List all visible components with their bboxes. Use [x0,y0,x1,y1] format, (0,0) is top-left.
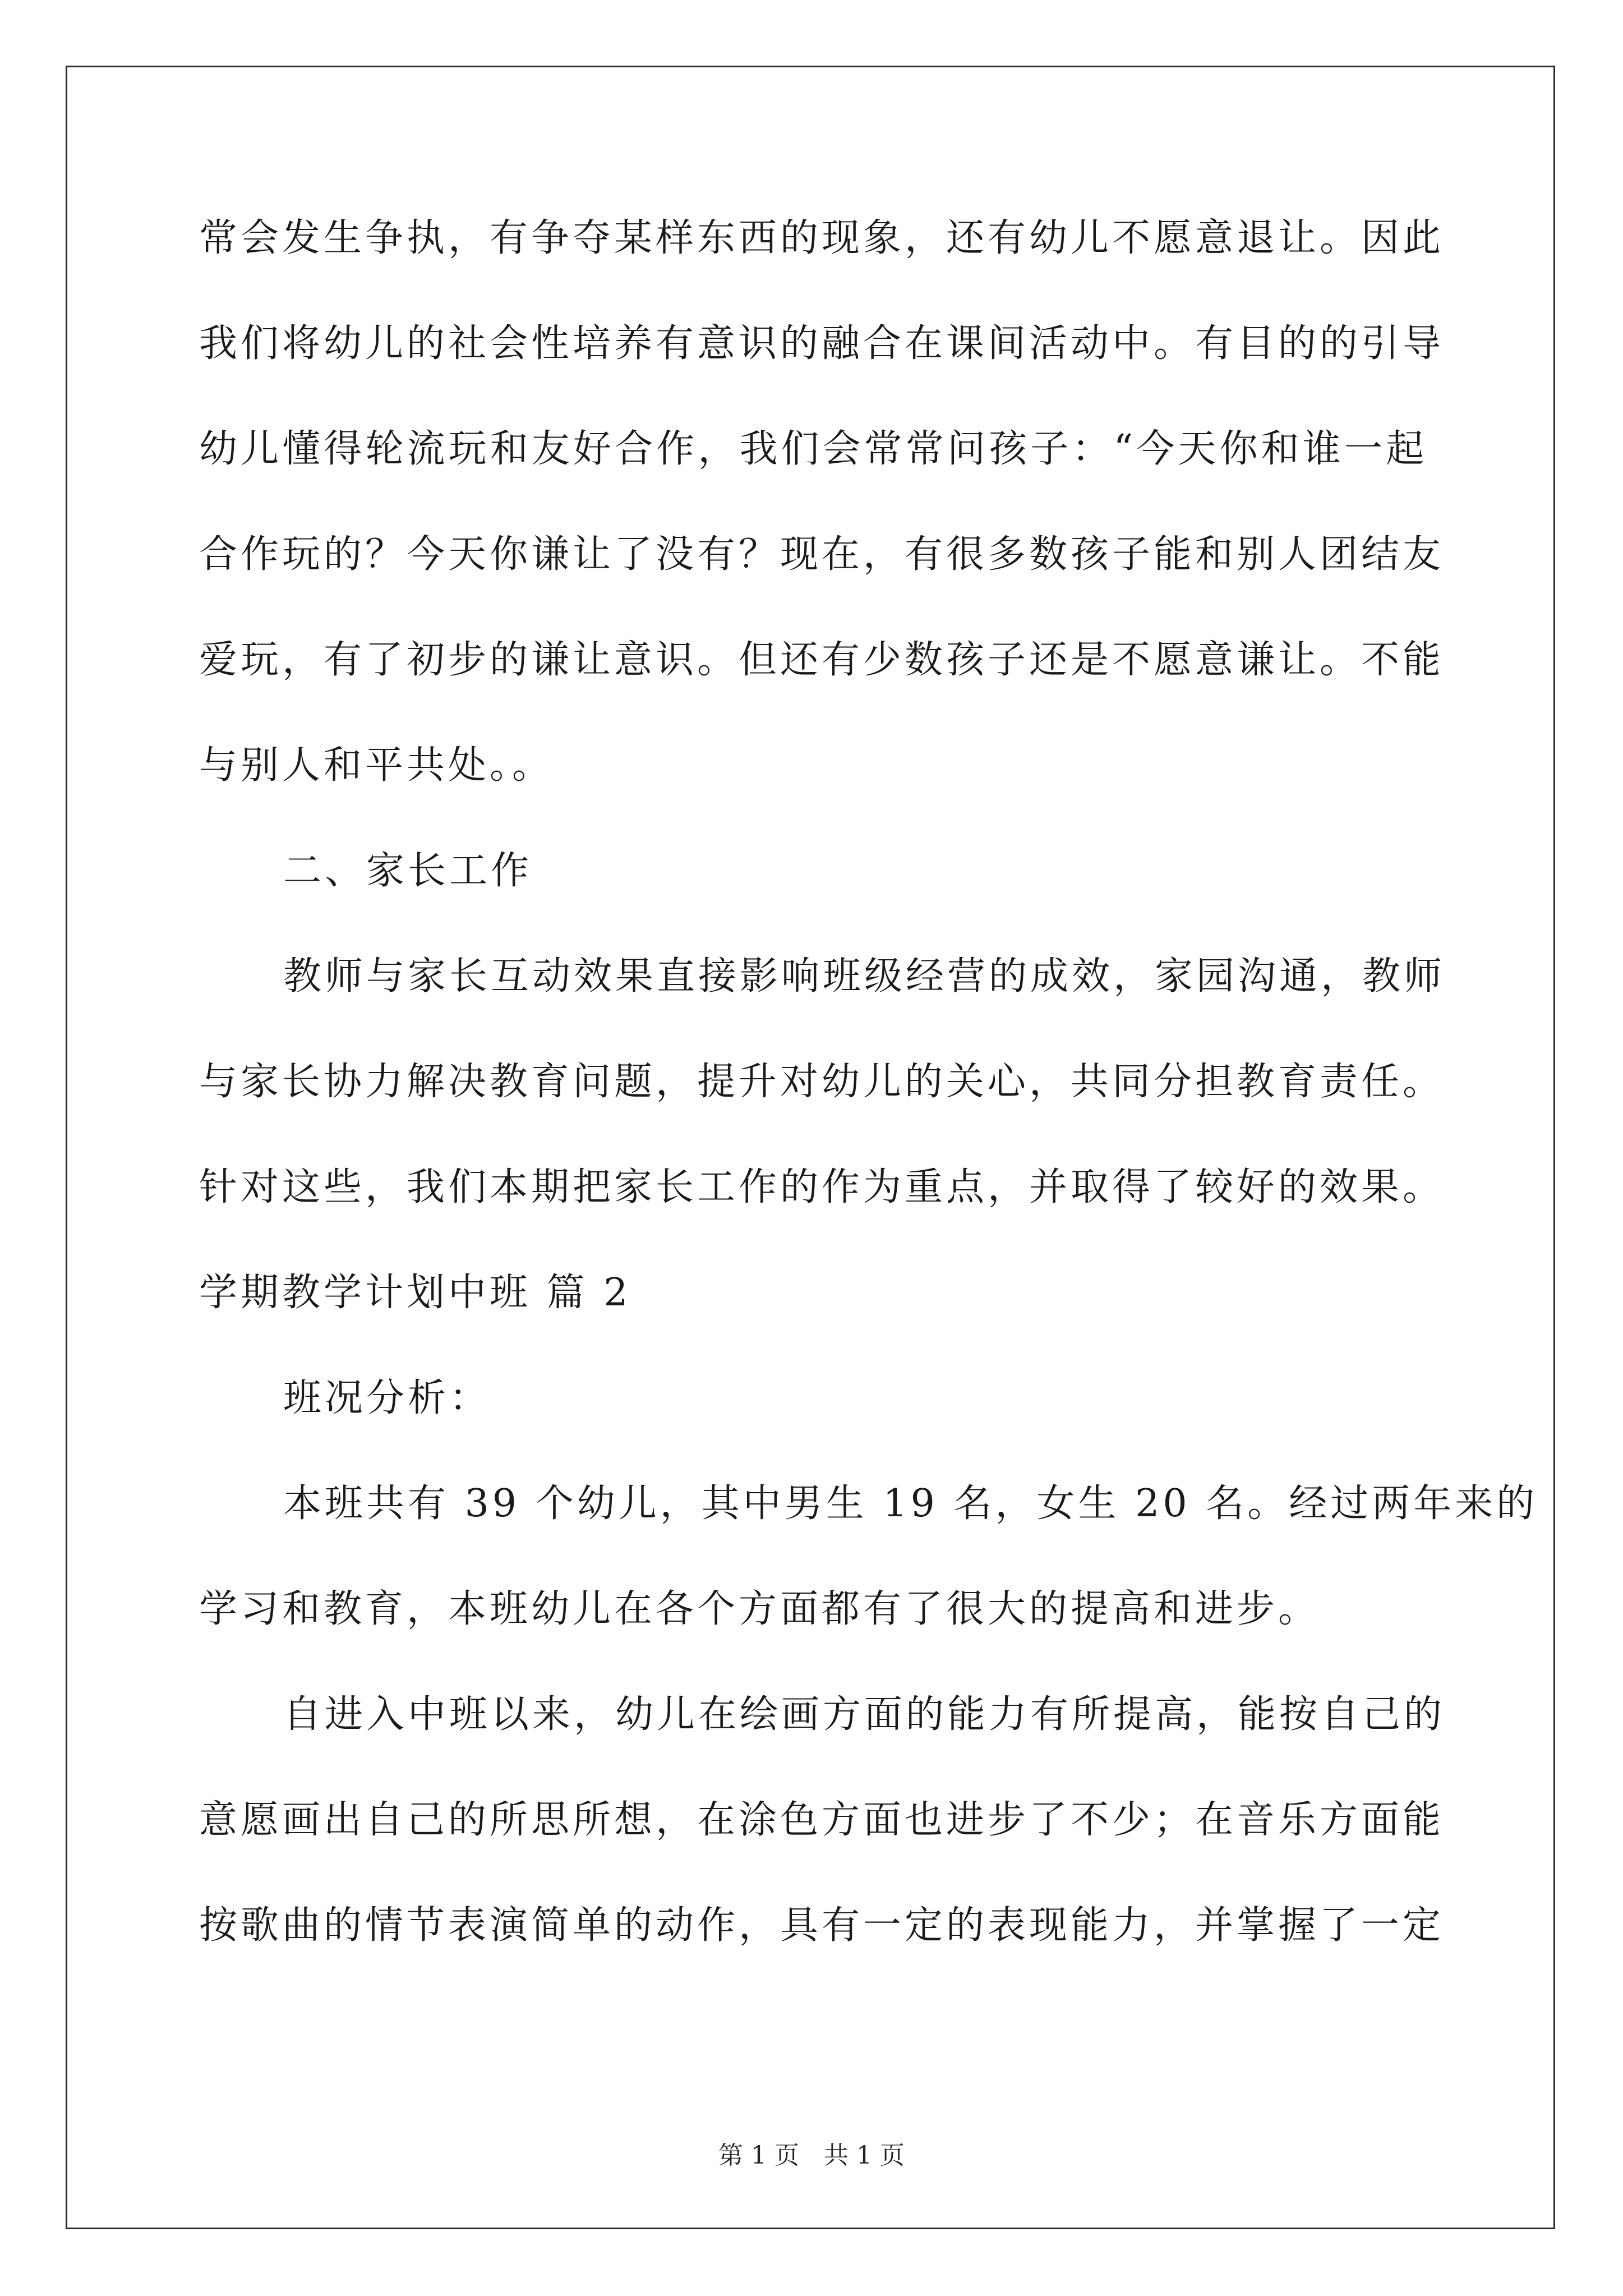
paragraph-line: 常会发生争执，有争夺某样东西的现象，还有幼儿不愿意退让。因此 [199,216,1445,260]
paragraph-line: 教师与家长互动效果直接影响班级经营的成效，家园沟通，教师 [283,954,1446,999]
paragraph-line: 自进入中班以来，幼儿在绘画方面的能力有所提高，能按自己的 [283,1692,1446,1737]
paragraph-line: 按歌曲的情节表演简单的动作，具有一定的表现能力，并掌握了一定 [199,1903,1445,1948]
page-footer [0,2140,1623,2171]
paragraph-line: 合作玩的？今天你谦让了没有？现在，有很多数孩子能和别人团结友 [199,532,1445,577]
section-heading: 二、家长工作 [283,849,533,893]
section-title: 学期教学计划中班 篇 2 [199,1271,631,1315]
paragraph-line: 爱玩，有了初步的谦让意识。但还有少数孩子还是不愿意谦让。不能 [199,638,1445,682]
section-heading: 班况分析： [283,1376,491,1420]
paragraph-line: 学习和教育，本班幼儿在各个方面都有了很大的提高和进步。 [199,1587,1320,1631]
page-total: 共 1 页 [824,2141,905,2170]
paragraph-line: 幼儿懂得轮流玩和友好合作，我们会常常问孩子：“今天你和谁一起 [199,427,1427,471]
paragraph-line: 本班共有 39 个幼儿，其中男生 19 名，女生 20 名。经过两年来的 [283,1481,1538,1526]
paragraph-line: 与别人和平共处。。 [199,743,554,788]
paragraph-line: 针对这些，我们本期把家长工作的作为重点，并取得了较好的效果。 [199,1165,1445,1209]
paragraph-line: 与家长协力解决教育问题，提升对幼儿的关心，共同分担教育责任。 [199,1060,1445,1104]
paragraph-line: 我们将幼儿的社会性培养有意识的融合在课间活动中。有目的的引导 [199,321,1445,366]
page-number: 第 1 页 [718,2141,799,2170]
paragraph-line: 意愿画出自己的所思所想，在涂色方面也进步了不少；在音乐方面能 [199,1798,1445,1842]
